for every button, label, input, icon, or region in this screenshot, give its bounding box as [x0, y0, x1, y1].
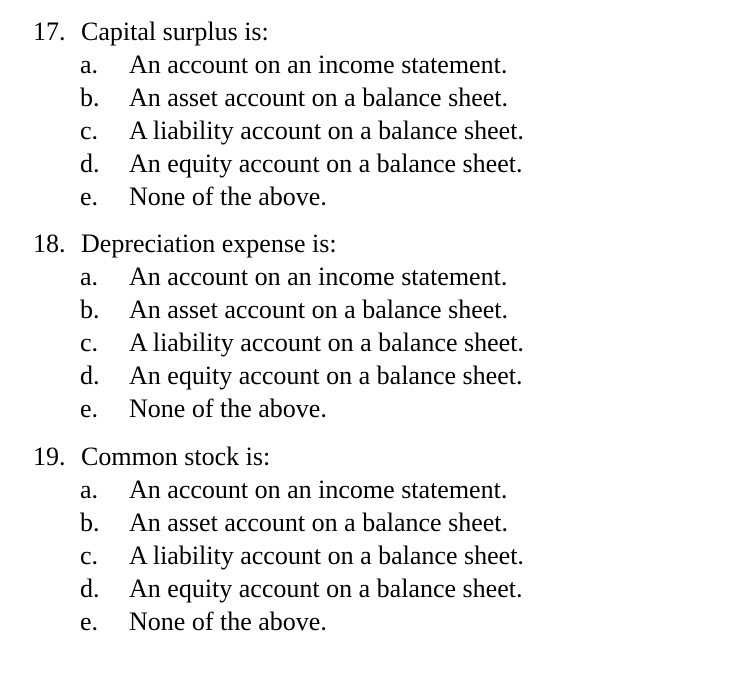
- question-prompt: Depreciation expense is:: [81, 229, 337, 258]
- option-letter: c.: [80, 541, 99, 570]
- option-letter: c.: [80, 328, 99, 357]
- option-c: [33, 326, 733, 359]
- option-letter: b.: [80, 83, 100, 112]
- option-text: None of the above.: [129, 607, 327, 636]
- option-a: [33, 260, 733, 293]
- option-d: [33, 147, 733, 180]
- option-b: [33, 81, 733, 114]
- question-title: [33, 16, 733, 48]
- option-text: A liability account on a balance sheet.: [129, 328, 524, 357]
- question-18: [33, 228, 733, 425]
- question-prompt: Common stock is:: [81, 442, 271, 471]
- option-a: [33, 473, 733, 506]
- question-number: 19.: [33, 442, 66, 471]
- option-d: [33, 572, 733, 605]
- question-number: 17.: [33, 17, 66, 46]
- option-letter: a.: [80, 475, 99, 504]
- option-text: A liability account on a balance sheet.: [129, 541, 524, 570]
- option-c: [33, 114, 733, 147]
- option-letter: e.: [80, 607, 99, 636]
- option-letter: e.: [80, 394, 99, 423]
- option-letter: d.: [80, 149, 100, 178]
- question-17: [33, 16, 733, 213]
- option-text: A liability account on a balance sheet.: [129, 116, 524, 145]
- question-number: 18.: [33, 229, 66, 258]
- option-text: None of the above.: [129, 394, 327, 423]
- option-e: [33, 392, 733, 425]
- option-letter: b.: [80, 295, 100, 324]
- option-text: An equity account on a balance sheet.: [129, 574, 523, 603]
- question-title: [33, 441, 733, 473]
- option-text: An equity account on a balance sheet.: [129, 149, 523, 178]
- option-c: [33, 539, 733, 572]
- option-text: None of the above.: [129, 182, 327, 211]
- option-b: [33, 293, 733, 326]
- question-prompt: Capital surplus is:: [81, 17, 269, 46]
- option-letter: d.: [80, 361, 100, 390]
- option-text: An asset account on a balance sheet.: [129, 83, 509, 112]
- question-title: [33, 228, 733, 260]
- option-text: An account on an income statement.: [129, 262, 508, 291]
- option-d: [33, 359, 733, 392]
- option-letter: b.: [80, 508, 100, 537]
- option-a: [33, 48, 733, 81]
- option-text: An account on an income statement.: [129, 50, 508, 79]
- option-letter: d.: [80, 574, 100, 603]
- option-letter: a.: [80, 50, 99, 79]
- option-text: An account on an income statement.: [129, 475, 508, 504]
- option-b: [33, 506, 733, 539]
- option-text: An asset account on a balance sheet.: [129, 508, 509, 537]
- option-letter: c.: [80, 116, 99, 145]
- option-e: [33, 605, 733, 638]
- option-letter: a.: [80, 262, 99, 291]
- option-e: [33, 180, 733, 213]
- option-text: An asset account on a balance sheet.: [129, 295, 509, 324]
- question-19: [33, 441, 733, 638]
- option-letter: e.: [80, 182, 99, 211]
- option-text: An equity account on a balance sheet.: [129, 361, 523, 390]
